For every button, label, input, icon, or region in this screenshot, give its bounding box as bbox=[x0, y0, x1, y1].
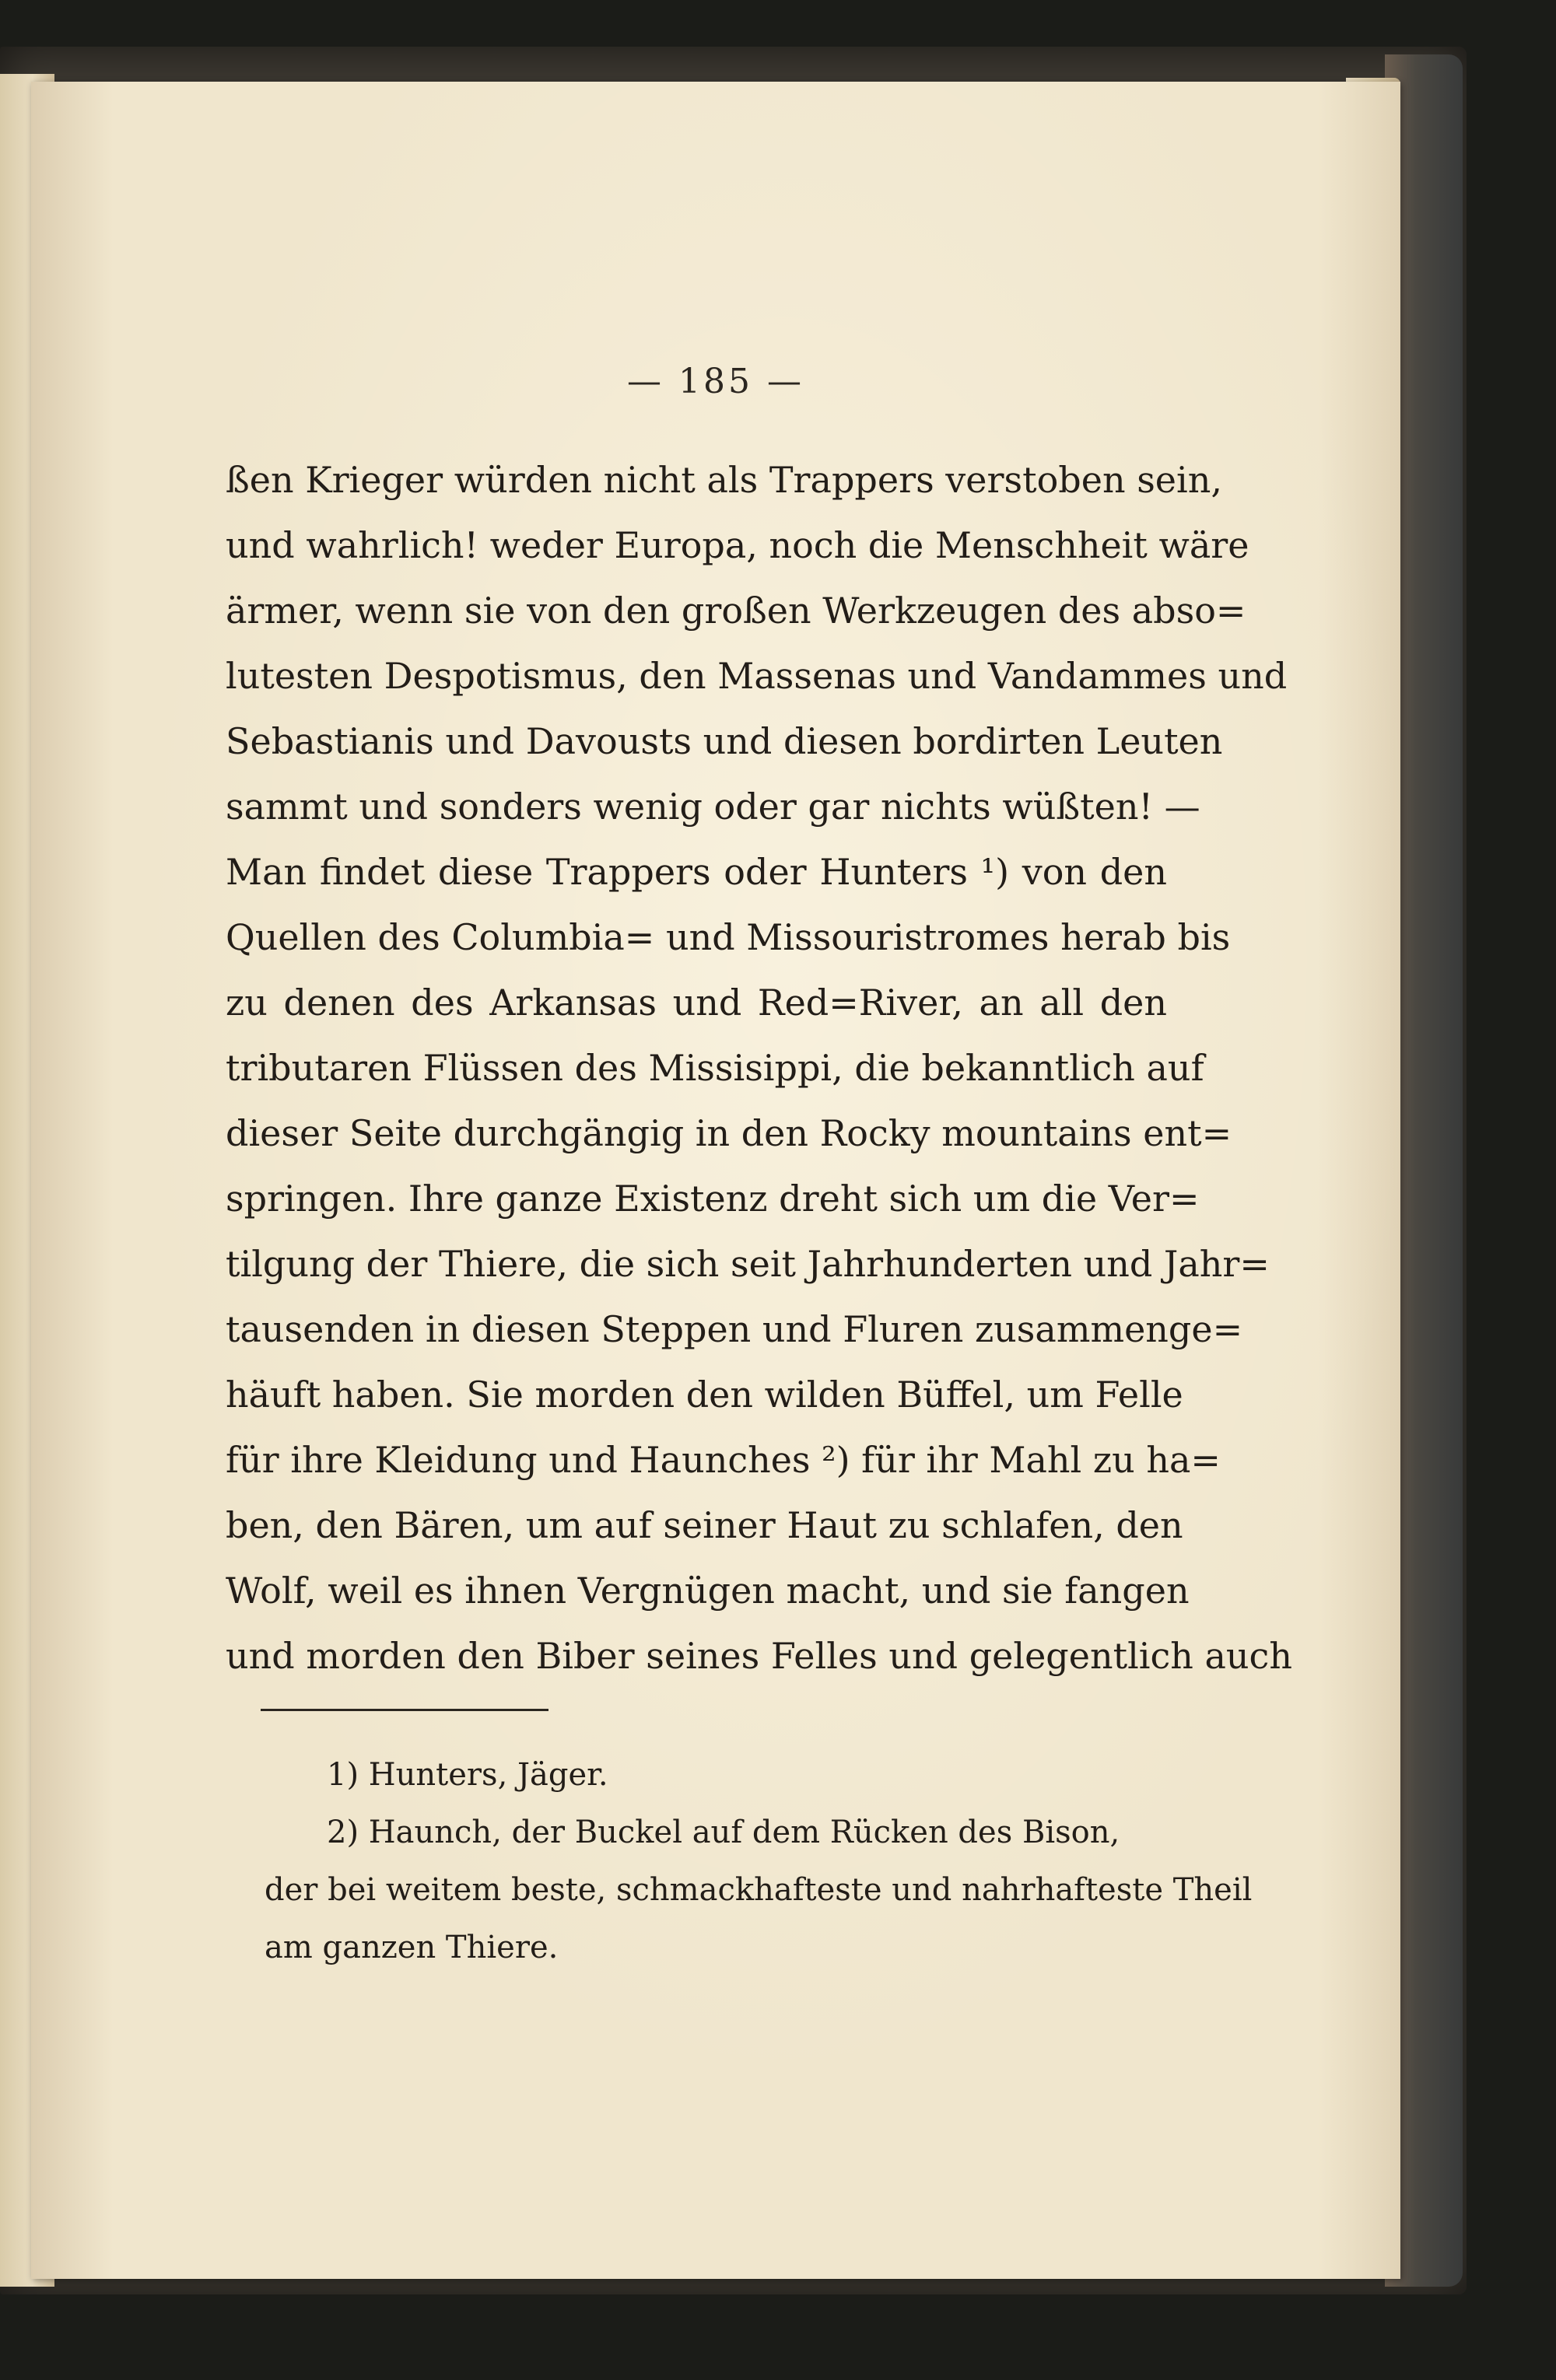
text-line: Quellen des Columbia= und Missouristromes herab bis bbox=[226, 916, 1231, 958]
footnote-2-cont: der bei weitem beste, schmackhafteste und nahrhafteste Theil bbox=[265, 1872, 1253, 1908]
text-line: ßen Krieger würden nicht als Trappers verstoben sein, bbox=[226, 459, 1222, 501]
text-line: und morden den Biber seines Felles und gelegentlich auch bbox=[226, 1635, 1292, 1677]
text-line: für ihre Kleidung und Haunches ²) für ihr Mahl zu ha= bbox=[226, 1439, 1221, 1481]
footnote-divider bbox=[261, 1709, 548, 1711]
text-line: Sebastianis und Davousts und diesen bordirten Leuten bbox=[226, 720, 1223, 762]
footnotes bbox=[265, 1746, 1253, 1976]
text-line: springen. Ihre ganze Existenz dreht sich um die Ver= bbox=[226, 1178, 1200, 1220]
text-line: häuft haben. Sie morden den wilden Büffel, um Felle bbox=[226, 1374, 1183, 1416]
footnote-2: 2) Haunch, der Buckel auf dem Rücken des Bison, bbox=[327, 1815, 1120, 1850]
text-line: und wahrlich! weder Europa, noch die Menschheit wäre bbox=[226, 524, 1249, 566]
text-line: zu denen des Arkansas und Red=River, an all den bbox=[226, 982, 1167, 1024]
text-line: Man findet diese Trappers oder Hunters ¹) von den bbox=[226, 851, 1167, 893]
text-line: lutesten Despotismus, den Massenas und Vandammes und bbox=[226, 655, 1288, 697]
text-line: tilgung der Thiere, die sich seit Jahrhunderten und Jahr= bbox=[226, 1243, 1270, 1285]
book-page bbox=[31, 82, 1400, 2279]
text-line: ben, den Bären, um auf seiner Haut zu schlafen, den bbox=[226, 1504, 1183, 1546]
footnote-2-cont: am ganzen Thiere. bbox=[265, 1930, 559, 1965]
text-line: dieser Seite durchgängig in den Rocky mountains ent= bbox=[226, 1112, 1232, 1154]
text-line: tausenden in diesen Steppen und Fluren zusammenge= bbox=[226, 1308, 1243, 1350]
text-line: Wolf, weil es ihnen Vergnügen macht, und sie fangen bbox=[226, 1570, 1190, 1612]
page-number: — 185 — bbox=[627, 362, 804, 401]
text-line: ärmer, wenn sie von den großen Werkzeugen des abso= bbox=[226, 590, 1246, 632]
text-line: tributaren Flüssen des Missisippi, die bekanntlich auf bbox=[226, 1047, 1204, 1089]
footnote-1: 1) Hunters, Jäger. bbox=[327, 1757, 608, 1793]
body-text bbox=[226, 447, 1292, 1689]
text-line: sammt und sonders wenig oder gar nichts wüßten! — bbox=[226, 786, 1200, 828]
